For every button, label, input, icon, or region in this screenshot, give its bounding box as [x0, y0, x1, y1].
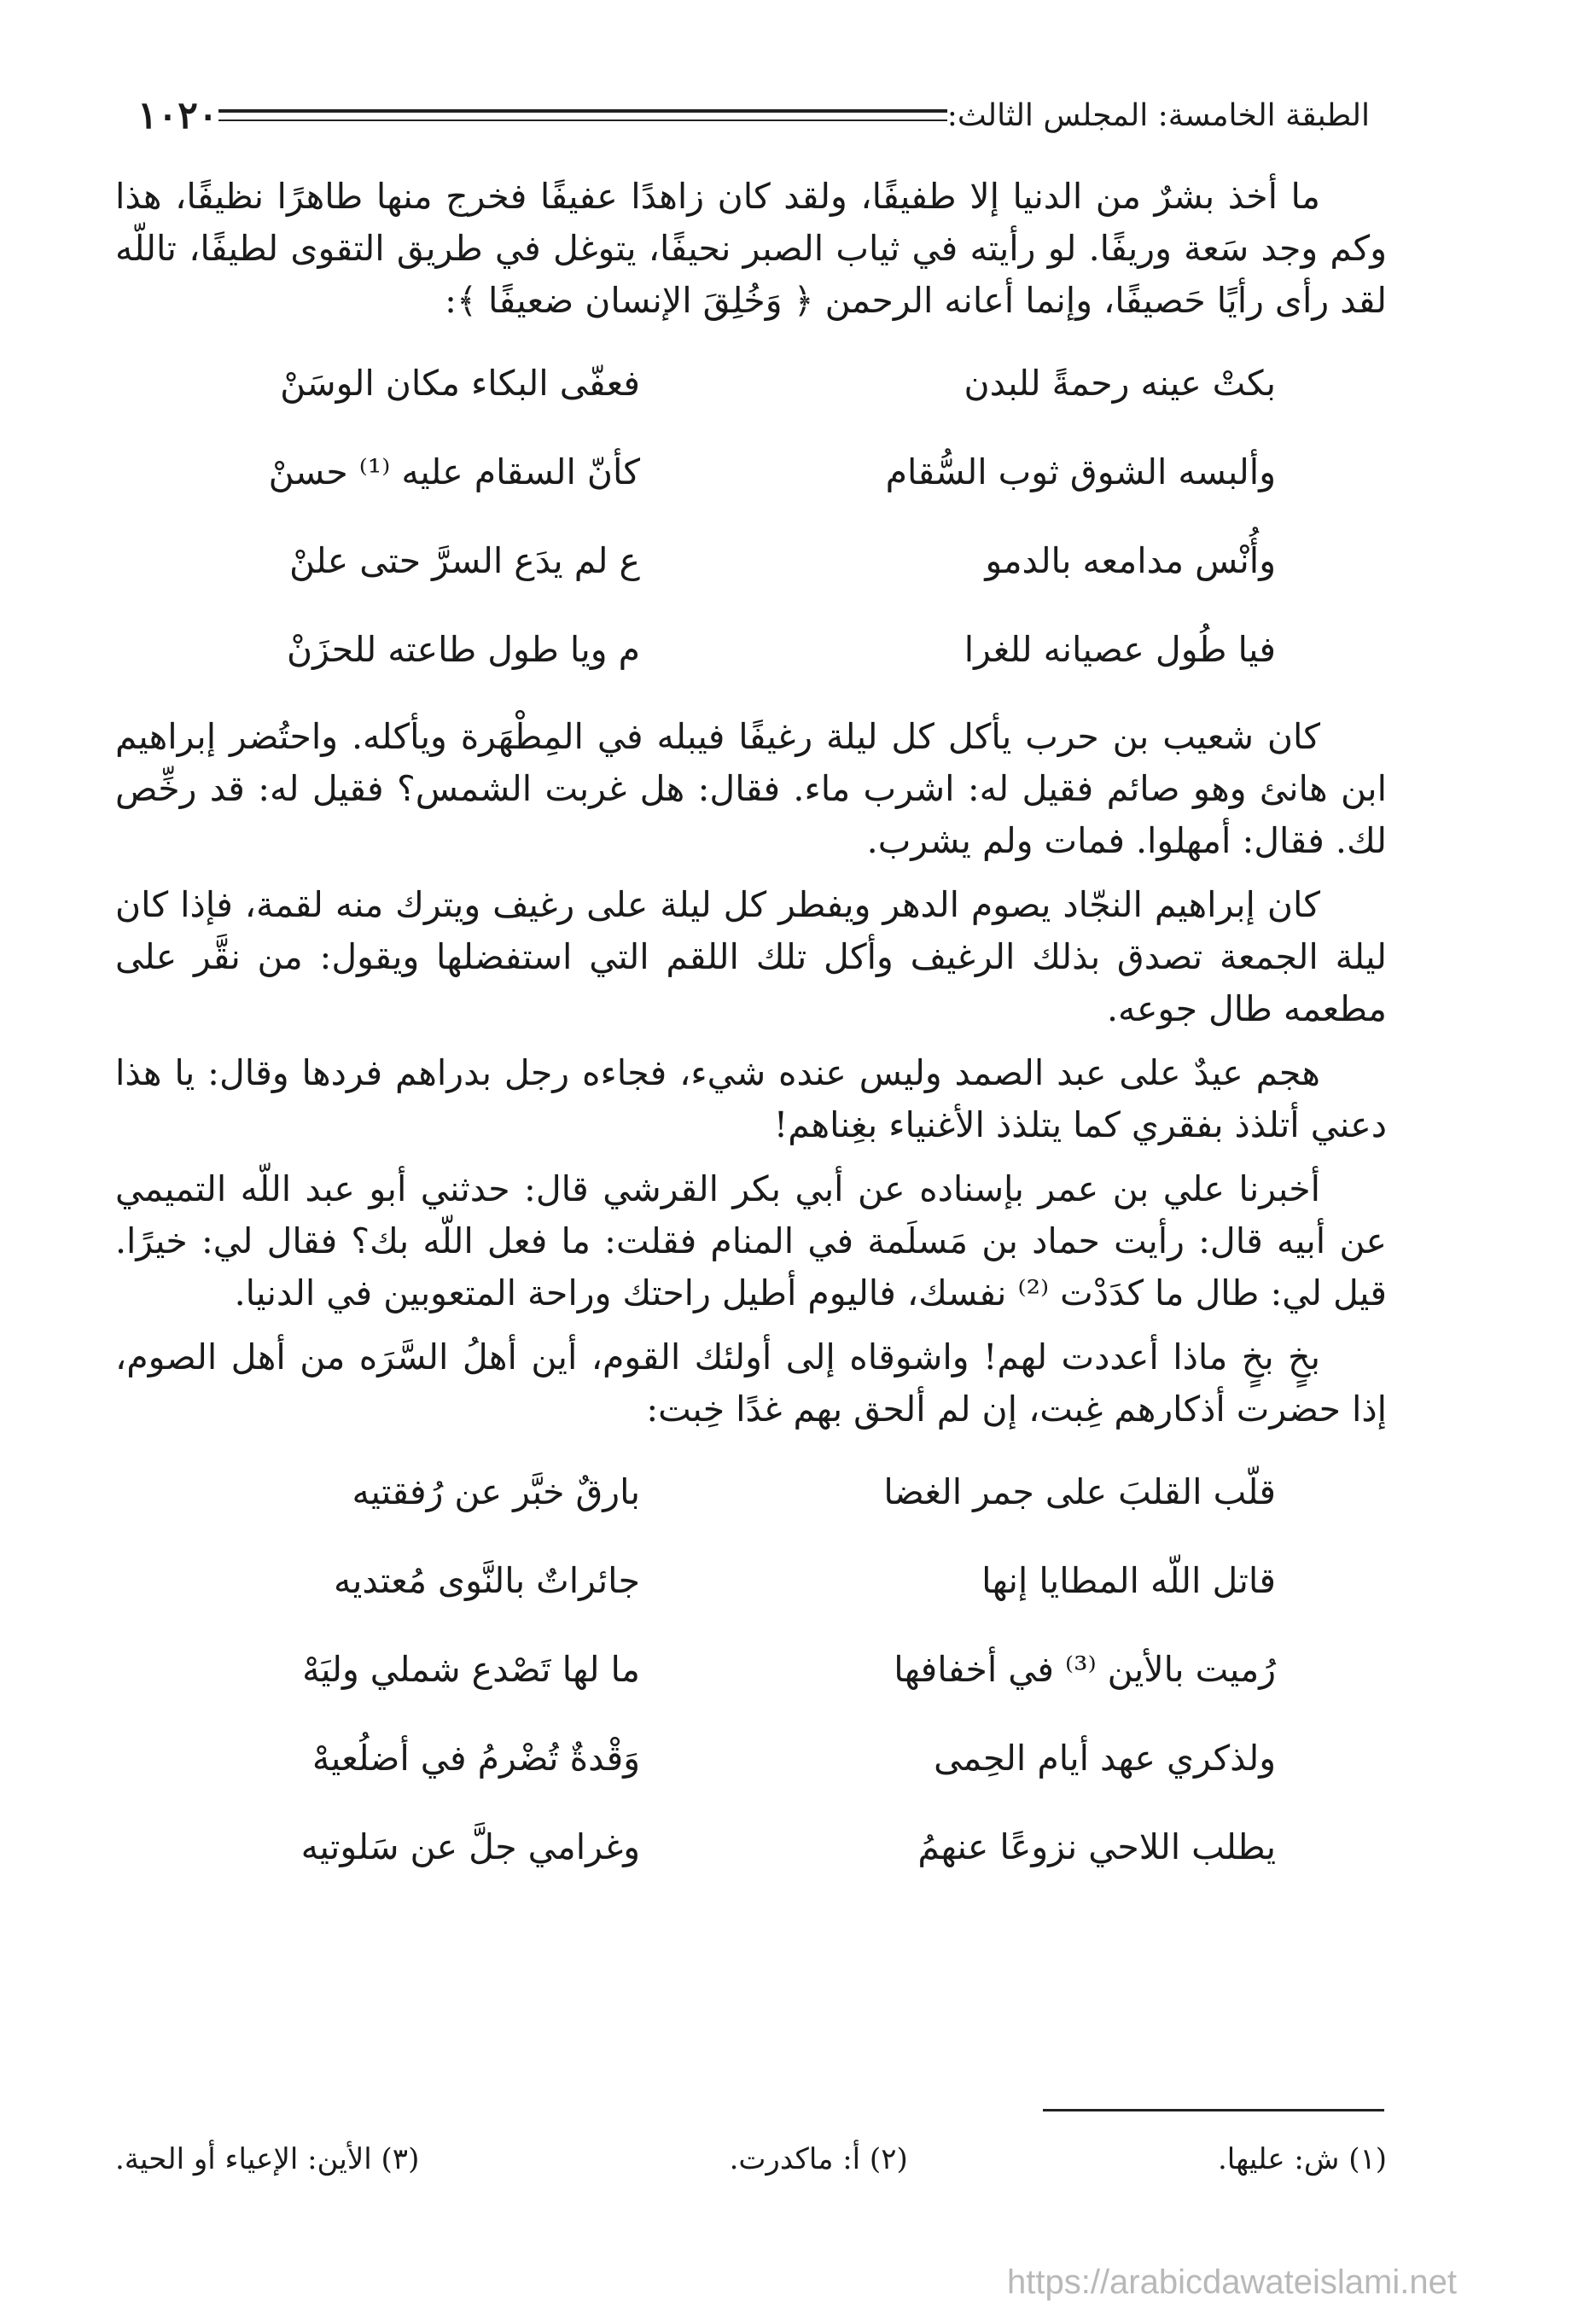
verse-first-hemistich: بكتْ عينه رحمةً للبدن [964, 362, 1276, 404]
verse-second-hemistich: م ويا طول طاعته للحزَنْ [286, 628, 640, 670]
verse-first-hemistich: رُميت بالأين ⁽³⁾ في أخفافها [894, 1648, 1276, 1690]
paragraph-3: كان إبراهيم النجّاد يصوم الدهر ويفطر كل ليلة على رغيف ويترك منه لقمة، فإذا كان ليلة الجمعة تصدق بذلك الرغيف وأكل تلك اللقم التي استفضلها ويقول: من نقَّر على مطعمه طال جوعه. [115, 884, 1387, 1029]
verse-line [115, 605, 1387, 694]
verse-line [115, 1714, 1387, 1803]
watermark-url: https://arabicdawateislami.net [1007, 2263, 1457, 2301]
page-header [115, 94, 1387, 137]
verse-line [115, 1625, 1387, 1714]
poem-2 [115, 1447, 1387, 1891]
verse-second-hemistich: ما لها تَصْدع شملي وليَهْ [302, 1648, 640, 1690]
paragraph-1: ما أخذ بشرٌ من الدنيا إلا طفيفًا، ولقد كان زاهدًا عفيفًا فخرج منها طاهرًا نظيفًا، هذا وكم وجد سَعة وريفًا. لو رأيته في ثياب الصبر نحيفًا، يتوغل في طريق التقوى لطيفًا، تاللّه لقد رأى رأيًا حَصيفًا، وإنما أعانه الرحمن ﴿ وَخُلِقَ الإنسان ضعيفًا ﴾: [115, 176, 1387, 321]
verse-second-hemistich: وَقْدةٌ تُضْرمُ في أضلُعيهْ [311, 1737, 640, 1779]
running-title: الطبقة الخامسة: المجلس الثالث: [946, 97, 1370, 133]
verse-first-hemistich: وأُنْس مدامعه بالدمو [985, 539, 1276, 581]
verse-line [115, 339, 1387, 428]
verse-second-hemistich: بارقٌ خبَّر عن رُفقتيه [352, 1471, 640, 1512]
verse-second-hemistich: جائراتٌ بالنَّوى مُعتديه [334, 1559, 640, 1601]
verse-first-hemistich: وألبسه الشوق ثوب السُّقام [885, 451, 1276, 492]
paragraph-5: أخبرنا علي بن عمر بإسناده عن أبي بكر القرشي قال: حدثني أبو عبد اللّه التميمي عن أبيه قال: رأيت حماد بن مَسلَمة في المنام فقلت: ما فعل اللّه بك؟ فقال لي: خيرًا. قيل لي: طال ما كدَدْت ⁽²⁾ نفسك، فاليوم أطيل راحتك وراحة المتعوبين في الدنيا. [115, 1168, 1387, 1313]
footnote-3: (٣) الأين: الإعياء أو الحية. [115, 2142, 420, 2176]
header-rule [218, 109, 947, 121]
verse-second-hemistich: فعفّى البكاء مكان الوسَنْ [280, 362, 640, 404]
paragraph-2: كان شعيب بن حرب يأكل كل ليلة رغيفًا فيبله في المِطْهَرة ويأكله. واحتُضر إبراهيم ابن هانئ وهو صائم فقيل له: اشرب ماء. فقال: هل غربت الشمس؟ فقيل له: قد رخِّص لك. فقال: أمهلوا. فمات ولم يشرب. [115, 716, 1387, 861]
verse-second-hemistich: ع لم يدَع السرَّ حتى علنْ [288, 539, 640, 581]
verse-first-hemistich: فيا طُول عصيانه للغرا [964, 628, 1276, 670]
page-number: ١٠٢٠ [137, 93, 218, 137]
verse-line [115, 1803, 1387, 1891]
verse-line [115, 428, 1387, 516]
verse-line [115, 1447, 1387, 1536]
verse-first-hemistich: قلّب القلبَ على جمر الغضا [883, 1471, 1276, 1512]
poem-1 [115, 339, 1387, 694]
verse-first-hemistich: يطلب اللاحي نزوعًا عنهمُ [917, 1826, 1276, 1867]
verse-line [115, 516, 1387, 605]
main-text [115, 171, 1387, 1908]
verse-first-hemistich: قاتل اللّه المطايا إنها [981, 1559, 1276, 1601]
footnote-separator [1043, 2109, 1384, 2111]
footnotes [115, 2142, 1387, 2176]
paragraph-4: هجم عيدٌ على عبد الصمد وليس عنده شيء، فجاءه رجل بدراهم فردها وقال: يا هذا دعني أتلذذ بفقري كما يتلذذ الأغنياء بغِناهم! [115, 1052, 1387, 1145]
verse-line [115, 1536, 1387, 1625]
verse-second-hemistich: كأنّ السقام عليه ⁽¹⁾ حسنْ [268, 451, 640, 492]
footnote-2: (٢) أ: ماكدرت. [729, 2142, 908, 2176]
paragraph-6: بخٍ بخٍ ماذا أعددت لهم! واشوقاه إلى أولئك القوم، أين أهلُ السَّرَه من أهل الصوم، إذا حضرت أذكارهم غِبت، إن لم ألحق بهم غدًا خِبت: [115, 1337, 1387, 1430]
verse-second-hemistich: وغرامي جلَّ عن سَلوتيه [300, 1826, 640, 1867]
footnote-1: (١) ش: عليها. [1217, 2142, 1387, 2176]
verse-first-hemistich: ولذكري عهد أيام الحِمى [934, 1737, 1276, 1779]
